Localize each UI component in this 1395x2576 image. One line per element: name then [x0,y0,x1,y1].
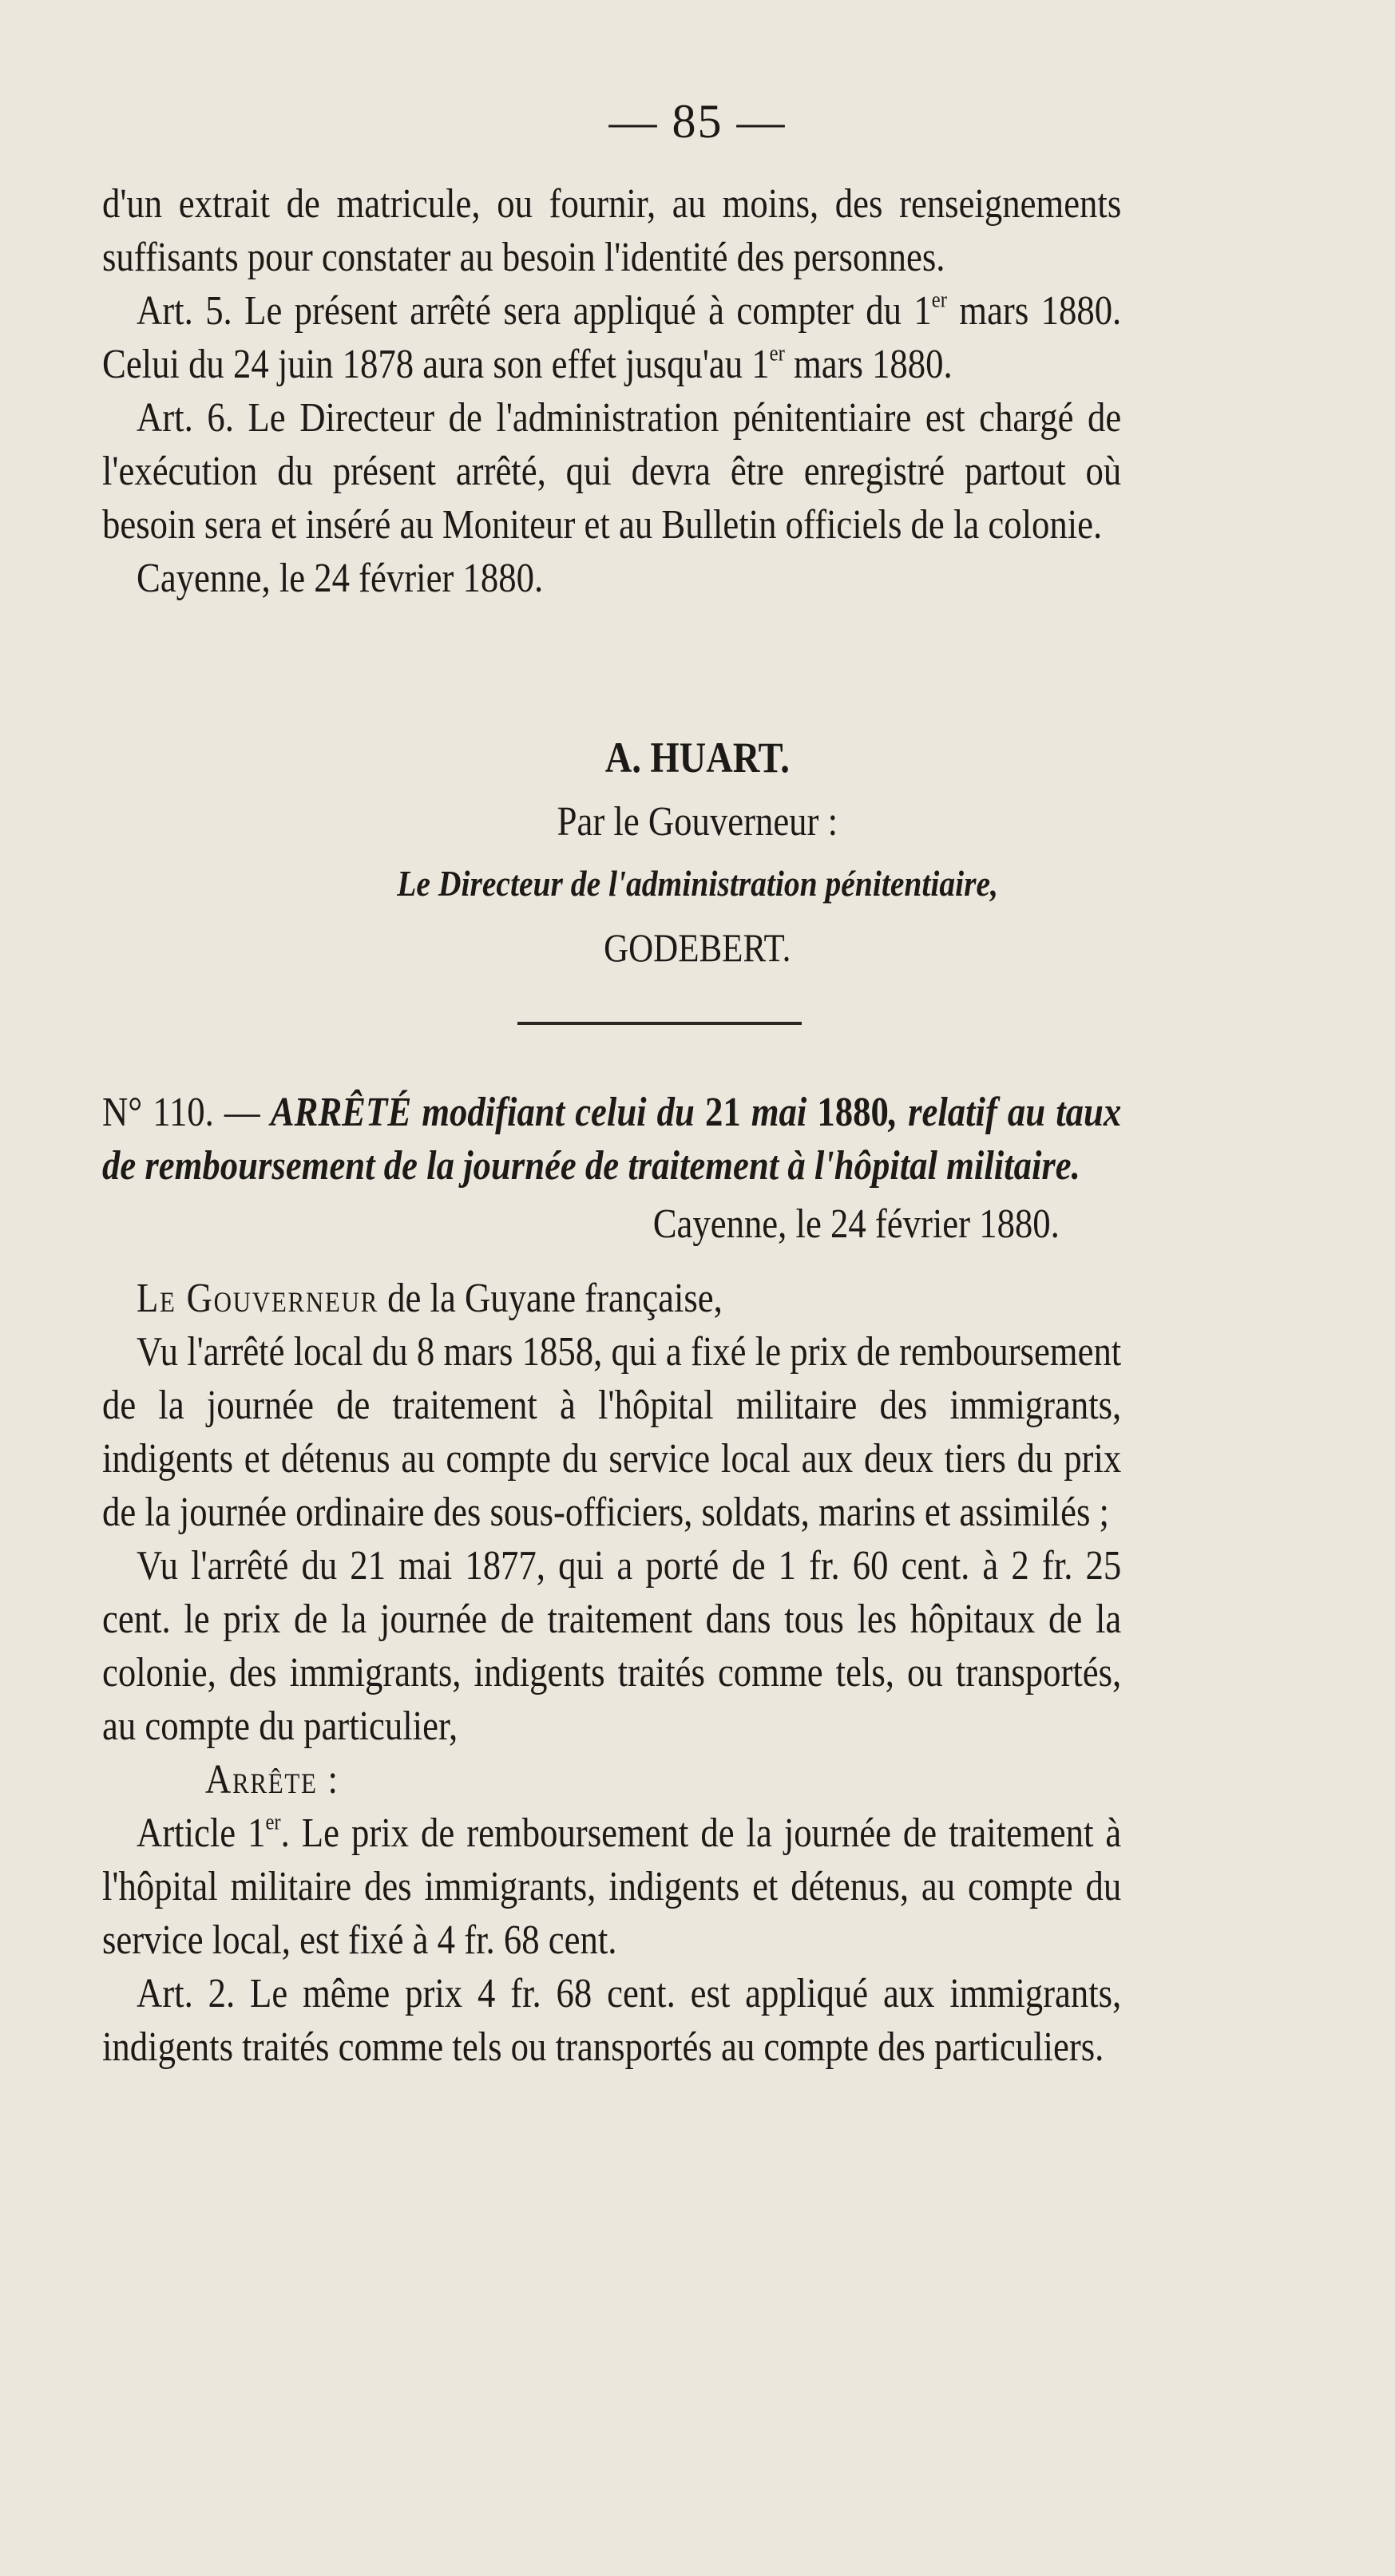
directeur-title: Le Directeur de l'administration pénitentiaire, [397,863,998,904]
arrete-110 [102,1086,1121,2074]
article-6: Art. 6. Le Directeur de l'administration pénitentiaire est chargé de l'exécution du présent arrêté, qui devra être enregistré partout où besoin sera et inséré au Moniteur et au Bulletin officiels de la colonie. [102,395,1122,548]
article-1: Article 1er. Le prix de remboursement de la journée de traitement à l'hôpital militaire des immigrants, indigents et détenus, au compte du service local, est fixé à 4 fr. 68 cent. [102,1810,1122,1963]
page-number: — 85 — [608,95,787,148]
signature-huart: A. HUART. [604,734,790,782]
par-le-gouverneur: Par le Gouverneur : [557,799,838,845]
vu-1858: Vu l'arrêté local du 8 mars 1858, qui a fixé le prix de remboursement de la journée de traitement à l'hôpital militaire des immigrants, indigents et détenus au compte du service local aux deux tiers du prix de la journée ordinaire des sous-officiers, soldats, marins et assimilés ; [102,1329,1122,1535]
section-divider [517,1022,802,1025]
arrete-110-heading: N° 110. — ARRÊTÉ modifiant celui du 21 mai 1880, relatif au taux de remboursement de la journée de traitement à l'hôpital militaire. [102,1090,1122,1189]
arrete-label: Arrête : [205,1757,339,1802]
article-2: Art. 2. Le même prix 4 fr. 68 cent. est appliqué aux immigrants, indigents traités comme tels ou transportés au compte des particuliers. [102,1971,1122,2070]
continuation-paragraph: d'un extrait de matricule, ou fournir, au moins, des renseignements suffisants pour constater au besoin l'identité des personnes. [102,181,1122,280]
date-line: Cayenne, le 24 février 1880. [137,556,544,601]
arrete-109-end [102,177,1121,605]
article-5: Art. 5. Le présent arrêté sera appliqué à compter du 1er mars 1880. Celui du 24 juin 1878 aura son effet jusqu'au 1er mars 1880. [102,287,1122,387]
vu-1877: Vu l'arrêté du 21 mai 1877, qui a porté de 1 fr. 60 cent. à 2 fr. 25 cent. le prix de la journée de traitement dans tous les hôpitaux de la colonie, des immigrants, indigents traités comme tels, ou transportés, au compte du particulier, [102,1543,1122,1749]
signature-godebert: GODEBERT. [604,925,791,970]
arrete-110-date: Cayenne, le 24 février 1880. [652,1201,1060,1247]
gouverneur-line: Le Gouverneur de la Guyane française, [137,1276,723,1321]
